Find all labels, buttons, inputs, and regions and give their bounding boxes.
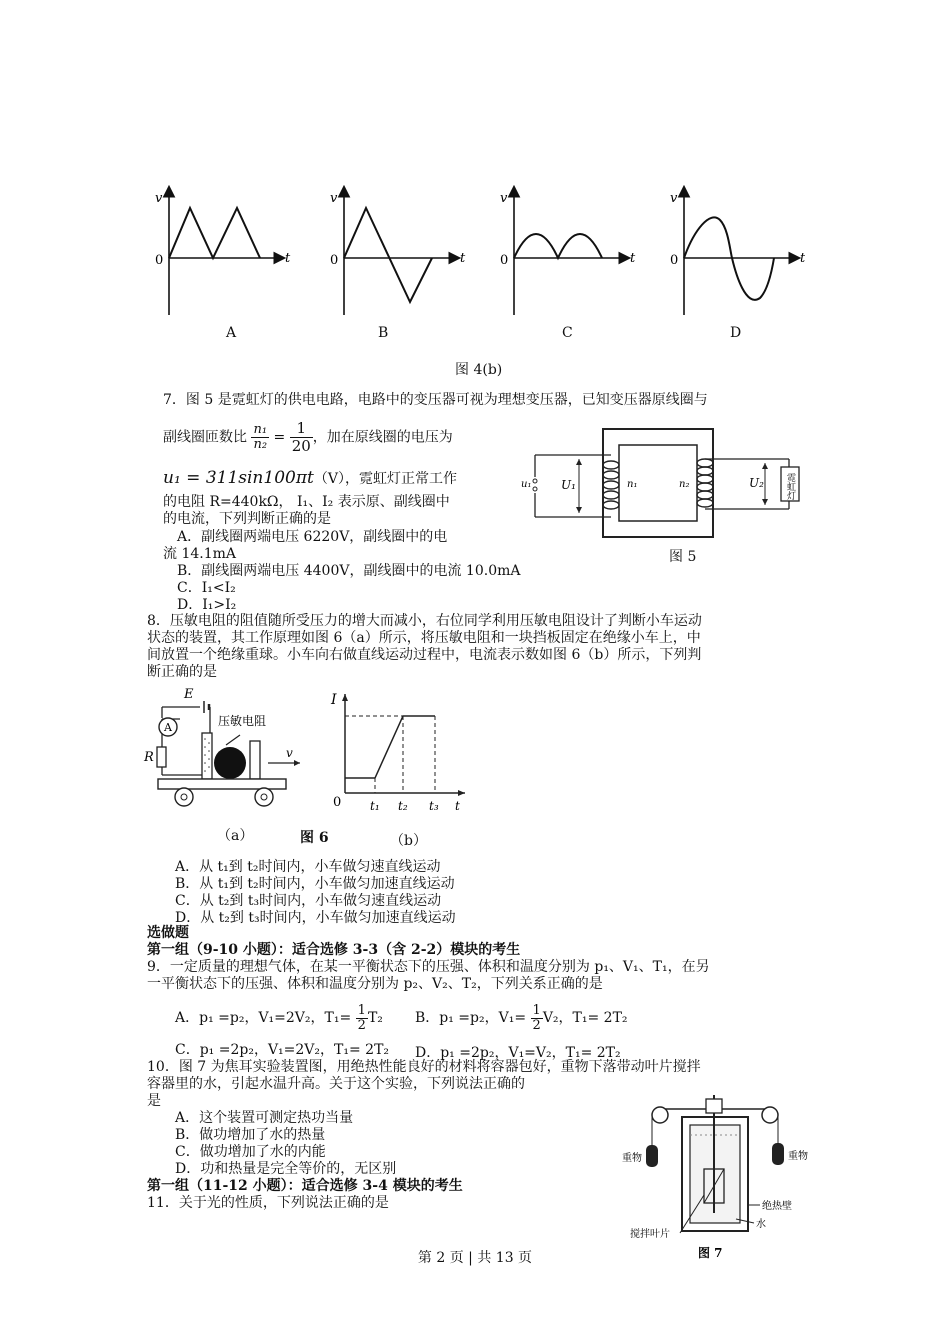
q7-line5: 的电流，下列判断正确的是	[163, 511, 331, 527]
fig6a-cart	[140, 685, 310, 815]
fig6a-caption: （a）	[217, 828, 254, 844]
fig6a-r-label: R	[144, 750, 154, 765]
graph-c-origin: 0	[500, 253, 509, 268]
q8-option-b: B．从 t₁到 t₂时间内，小车做匀加速直线运动	[175, 876, 455, 892]
fig6b-t-label: t	[455, 799, 460, 813]
graph-c-label: C	[562, 325, 573, 341]
fig5-U2-label: U₂	[749, 476, 764, 490]
fig6-caption: 图 6	[300, 830, 329, 846]
fig7-blade-label: 搅拌叶片	[630, 1229, 670, 1240]
fig6a-v-label: v	[286, 746, 293, 760]
q10-option-d: D．功和热量是完全等价的，无区别	[175, 1161, 397, 1177]
fig4b-caption: 图 4(b)	[455, 362, 503, 378]
graph-a	[155, 188, 291, 315]
q7-option-c: C．I₁<I₂	[177, 580, 236, 596]
q7-option-a-2: 流 14.1mA	[163, 546, 237, 562]
fig5-n1-label: n₁	[627, 479, 638, 490]
q8-line4: 断正确的是	[147, 664, 217, 680]
graph-d-label: D	[730, 325, 742, 341]
fig5-transformer	[515, 425, 815, 545]
fig5-U1-label: U₁	[561, 478, 576, 492]
q7-option-b: B．副线圈两端电压 4400V，副线圈中的电流 10.0mA	[177, 563, 521, 579]
fig5-n2-label: n₂	[679, 479, 690, 490]
q9-line2: 一平衡状态下的压强、体积和温度分别为 p₂、V₂、T₂，下列关系正确的是	[147, 976, 603, 992]
fig6b-origin: 0	[333, 795, 342, 810]
q10-line3: 是	[147, 1093, 161, 1109]
q7-line4: 的电阻 R=440kΩ， I₁、I₂ 表示原、副线圈中	[163, 494, 450, 510]
fig7-weight-left-label: 重物	[622, 1153, 642, 1164]
q7-option-a-1: A．副线圈两端电压 6220V，副线圈中的电	[177, 529, 448, 545]
group2-heading: 第一组（11-12 小题）：适合选修 3-4 模块的考生	[147, 1178, 463, 1194]
page-footer: 第 2 页 | 共 13 页	[417, 1250, 533, 1266]
fig6b-t1-label: t₁	[370, 799, 380, 813]
group1-heading: 第一组（9-10 小题）：适合选修 3-3（含 2-2）模块的考生	[147, 942, 521, 958]
q9-option-a: A．p₁ =p₂，V₁=2V₂，T₁= $\frac{1}{2}$ T₂	[175, 1002, 383, 1033]
graph-d-origin: 0	[670, 253, 679, 268]
fig6b-t2-label: t₂	[398, 799, 408, 813]
graph-a-label: A	[226, 325, 237, 341]
q11-line1: 11．关于光的性质，下列说法正确的是	[147, 1195, 389, 1211]
fig6b-caption: （b）	[390, 833, 427, 849]
q8-line2: 状态的装置，其工作原理如图 6（a）所示，将压敏电阻和一块挡板固定在绝缘小车上，中	[147, 630, 701, 646]
fig6a-sensor-label: 压敏电阻	[218, 714, 267, 728]
q7-line1: 7．图 5 是霓虹灯的供电电路，电路中的变压器可视为理想变压器，已知变压器原线圈与	[163, 392, 708, 408]
q8-line3: 间放置一个绝缘重球。小车向右做直线运动过程中，电流表示数如图 6（b）所示，下列判	[147, 647, 702, 663]
section-title: 选做题	[147, 925, 189, 941]
graph-c-t-label: t	[630, 251, 636, 266]
fig7-wall-label: 绝热壁	[762, 1201, 792, 1212]
fig5-lamp-label: 霓虹灯	[785, 473, 795, 500]
graph-d-t-label: t	[800, 251, 805, 266]
graph-c	[500, 188, 636, 315]
fig6b-t3-label: t₃	[429, 799, 439, 813]
graph-b-label: B	[378, 325, 389, 341]
q7-option-d: D．I₁>I₂	[177, 597, 237, 613]
q9-option-d: D．p₁ =2p₂，V₁=V₂，T₁= 2T₂	[415, 1045, 621, 1061]
fig7-weight-right-label: 重物	[788, 1151, 808, 1162]
fig6a-e-label: E	[184, 687, 194, 702]
q10-option-c: C．做功增加了水的内能	[175, 1144, 326, 1160]
q8-option-c: C．从 t₂到 t₃时间内，小车做匀速直线运动	[175, 893, 442, 909]
graph-d	[670, 188, 805, 315]
q7-line2: 副线圈匝数比 $\frac{\text{n₁}}{\text{n₂}}$ = $\frac{1}{20}$ ，加在原线圈的电压为	[163, 419, 453, 455]
q10-line1: 10．图 7 为焦耳实验装置图，用绝热性能良好的材料将容器包好，重物下落带动叶片搅拌	[147, 1059, 701, 1075]
q8-option-d: D．从 t₂到 t₃时间内，小车做匀加速直线运动	[175, 910, 456, 926]
q9-option-c: C．p₁ =2p₂，V₁=2V₂，T₁= 2T₂	[175, 1042, 390, 1058]
fig6b-graph	[325, 688, 475, 818]
graph-a-origin: 0	[155, 253, 164, 268]
fig7-caption: 图 7	[698, 1246, 723, 1260]
q9-option-b: B．p₁ =p₂，V₁= $\frac{1}{2}$ V₂，T₁= 2T₂	[415, 1002, 628, 1033]
graph-b-t-label: t	[460, 251, 466, 266]
graph-b-v-label: v	[330, 191, 338, 206]
fig6b-i-label: I	[331, 692, 337, 708]
graph-b-origin: 0	[330, 253, 339, 268]
graph-d-v-label: v	[670, 191, 678, 206]
fig5-caption: 图 5	[669, 549, 697, 565]
q9-line1: 9．一定质量的理想气体，在某一平衡状态下的压强、体积和温度分别为 p₁、V₁、T₁，在另	[147, 959, 710, 975]
q7-line3: u₁ = 311sin100πt（V），霓虹灯正常工作	[163, 468, 457, 488]
fig7-joule-apparatus	[620, 1095, 820, 1265]
fig6a-ammeter-label: A	[164, 721, 172, 734]
q8-line1: 8．压敏电阻的阻值随所受压力的增大而减小，右位同学利用压敏电阻设计了判断小车运动	[147, 613, 702, 629]
fig4b-graphs	[145, 180, 805, 350]
q10-line2: 容器里的水，引起水温升高。关于这个实验，下列说法正确的	[147, 1076, 525, 1092]
fig5-u1-label: u₁	[521, 479, 532, 490]
graph-a-v-label: v	[155, 191, 163, 206]
graph-b	[330, 188, 466, 315]
q8-option-a: A．从 t₁到 t₂时间内，小车做匀速直线运动	[175, 859, 441, 875]
graph-c-v-label: v	[500, 191, 508, 206]
graph-a-t-label: t	[285, 251, 291, 266]
q10-option-b: B．做功增加了水的热量	[175, 1127, 326, 1143]
q10-option-a: A．这个装置可测定热功当量	[175, 1110, 354, 1126]
fig7-water-label: 水	[756, 1219, 766, 1230]
